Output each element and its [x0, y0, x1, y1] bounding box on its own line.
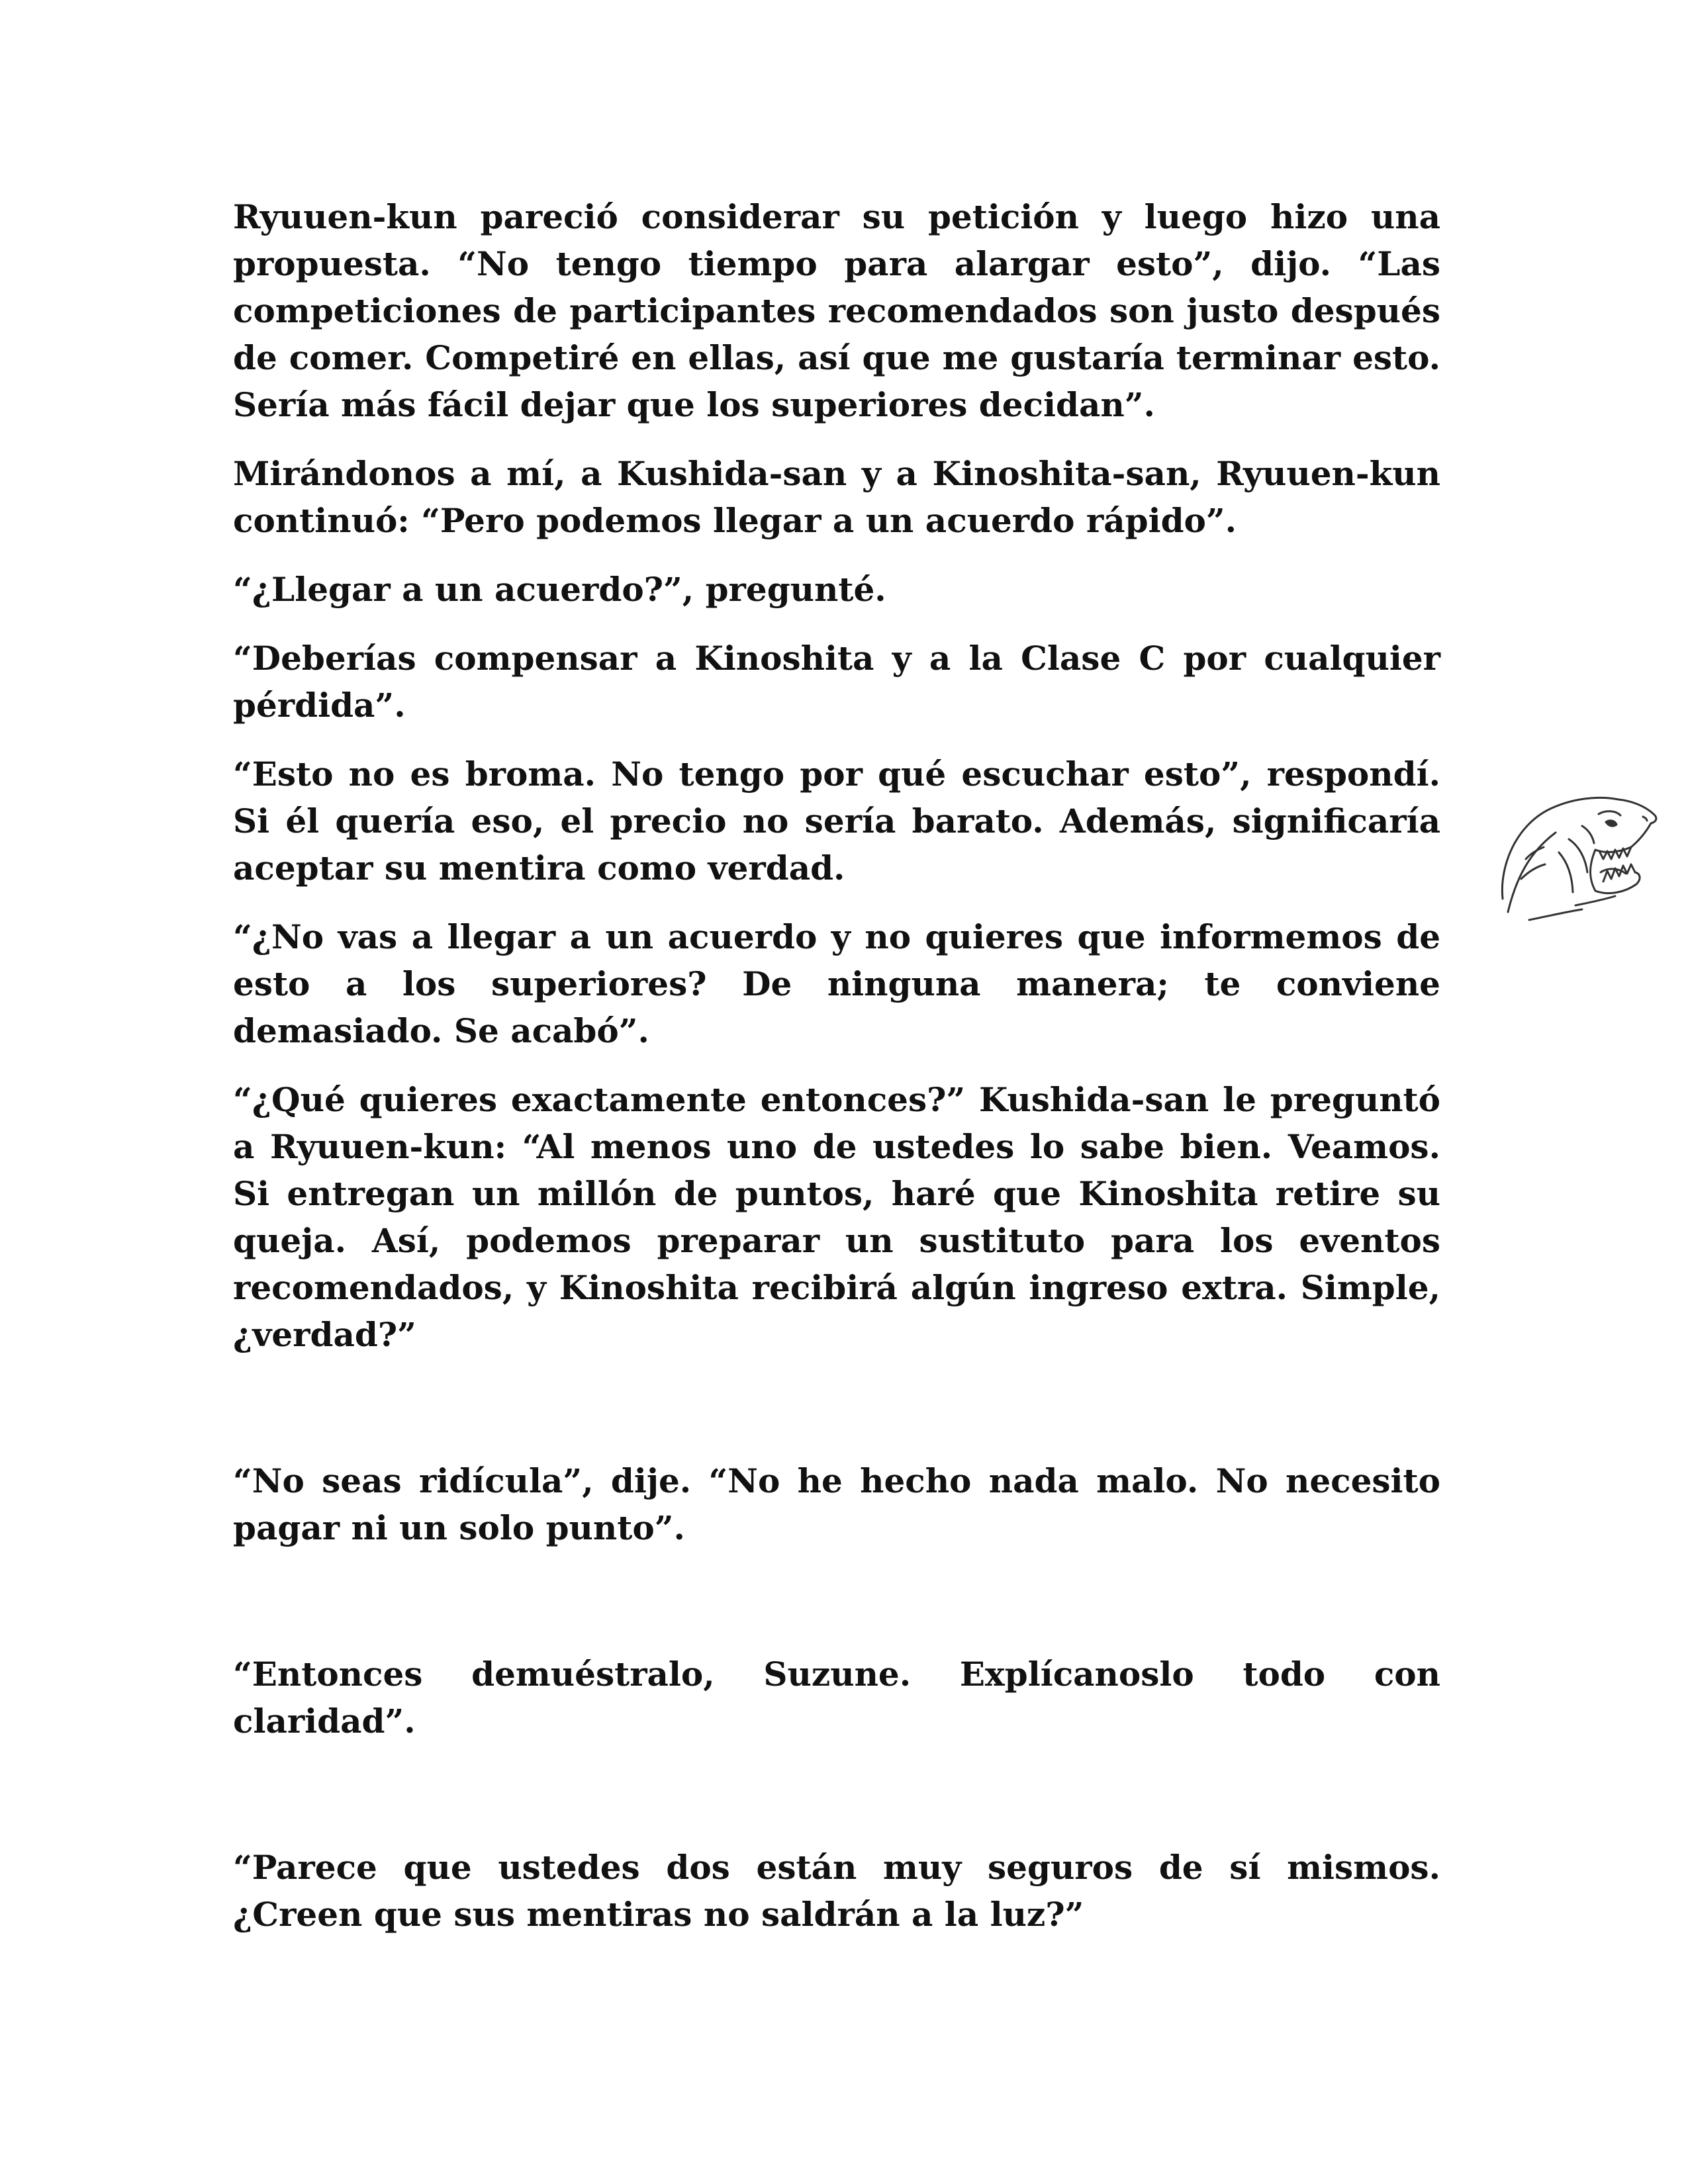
dinosaur-head-sketch-icon: [1489, 780, 1664, 929]
paragraph-8: “No seas ridícula”, dije. “No he hecho nada malo. No necesito pagar ni un solo punto”.: [233, 1461, 1440, 1547]
paragraph-7: “¿Qué quieres exactamente entonces?” Kushida-san le preguntó a Ryuuen-kun: “Al menos uno de ustedes lo sabe bien. Veamos. Si entregan un millón de puntos, haré que Kinoshita retire su queja. Así, podemos preparar un sustituto para los eventos recomendados, y Kinoshita recibirá algún ingreso extra. Simple, ¿verdad?”: [233, 1080, 1440, 1354]
paragraph-1: Ryuuen-kun pareció considerar su petición y luego hizo una propuesta. “No tengo tiempo para alargar esto”, dijo. “Las competiciones de participantes recomendados son justo después de comer. Competiré en ellas, así que me gustaría terminar esto. Sería más fácil dejar que los superiores decidan”.: [233, 197, 1440, 424]
paragraph-5: “Esto no es broma. No tengo por qué escuchar esto”, respondí. Si él quería eso, el precio no sería barato. Además, significaría aceptar su mentira como verdad.: [233, 754, 1440, 887]
paragraph-3: “¿Llegar a un acuerdo?”, pregunté.: [233, 570, 886, 609]
paragraph-4: “Deberías compensar a Kinoshita y a la Clase C por cualquier pérdida”.: [233, 639, 1440, 725]
paragraph-9: “Entonces demuéstralo, Suzune. Explícanoslo todo con claridad”.: [233, 1655, 1440, 1741]
body-text: [233, 193, 1440, 1960]
paragraph-10: “Parece que ustedes dos están muy seguros de sí mismos. ¿Creen que sus mentiras no saldrán a la luz?”: [233, 1848, 1440, 1934]
paragraph-6: “¿No vas a llegar a un acuerdo y no quieres que informemos de esto a los superiores? De ninguna manera; te conviene demasiado. Se acabó”.: [233, 917, 1440, 1050]
paragraph-2: Mirándonos a mí, a Kushida-san y a Kinoshita-san, Ryuuen-kun continuó: “Pero podemos llegar a un acuerdo rápido”.: [233, 454, 1440, 540]
